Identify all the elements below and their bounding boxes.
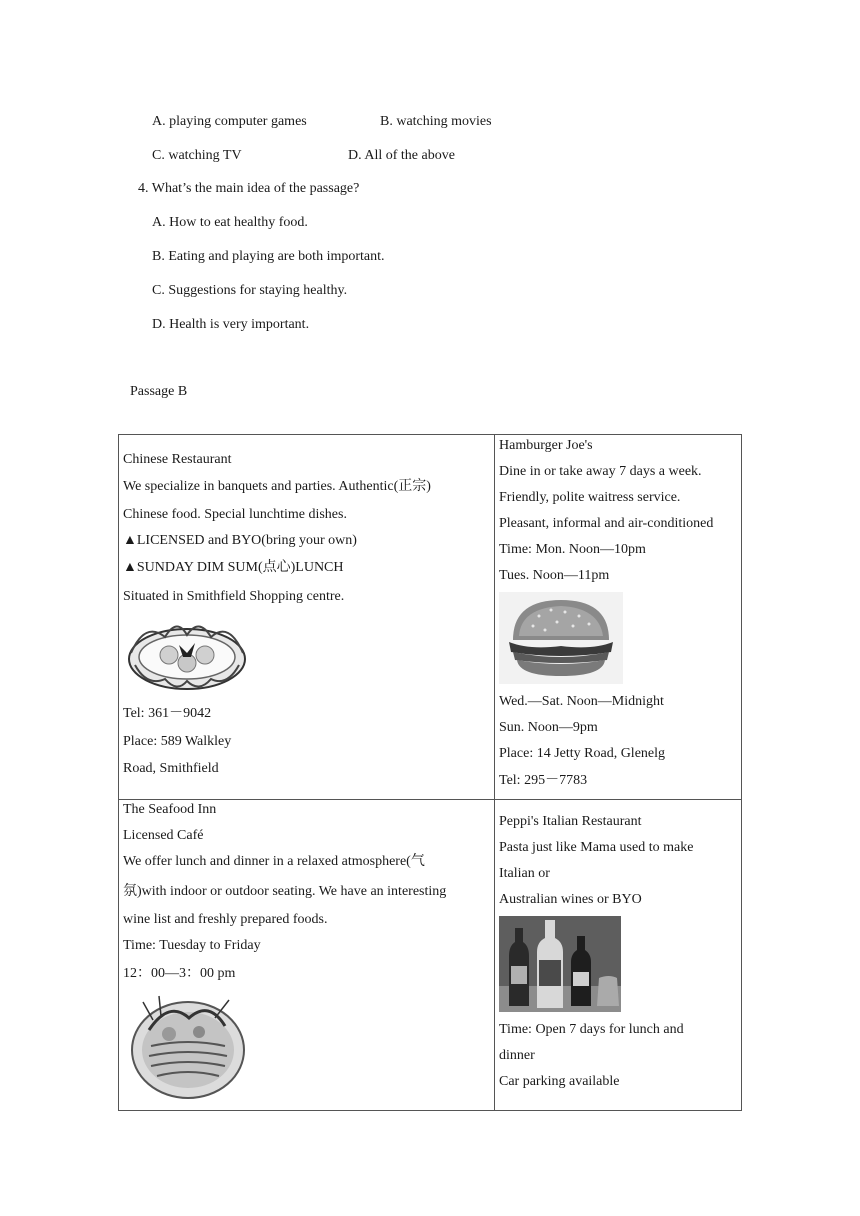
- hamburger-image: [499, 592, 623, 684]
- ads-table: [118, 434, 742, 1111]
- ad-text: Car parking available: [499, 1074, 620, 1089]
- q4-option: B. Eating and playing are both important.: [152, 249, 385, 264]
- ad-chinese-restaurant: [119, 435, 495, 800]
- ad-text: Place: 14 Jetty Road, Glenelg: [499, 746, 666, 761]
- ad-text: Tel: 295－7783: [499, 773, 588, 788]
- ad-text: Time: Mon. Noon—10pm: [499, 542, 646, 557]
- q3-option-a: A. playing computer games: [152, 114, 307, 129]
- q4-option: C. Suggestions for staying healthy.: [152, 283, 348, 298]
- ad-text: Sun. Noon—9pm: [499, 720, 598, 735]
- ad-text: Australian wines or BYO: [499, 892, 642, 907]
- ad-text: Tel: 361－9042: [123, 706, 212, 721]
- ad-hamburger-joes: [495, 435, 742, 800]
- ad-text: Time: Open 7 days for lunch and: [499, 1022, 684, 1037]
- ad-text: 氛)with indoor or outdoor seating. We have an interesting: [123, 884, 447, 899]
- ad-title: Chinese Restaurant: [123, 452, 232, 467]
- ad-text: Situated in Smithfield Shopping centre.: [123, 589, 345, 604]
- q4-option: D. Health is very important.: [152, 317, 310, 332]
- ad-text: Dine in or take away 7 days a week.: [499, 464, 702, 479]
- ad-text: dinner: [499, 1048, 535, 1063]
- ad-text: Pasta just like Mama used to make: [499, 840, 694, 855]
- q3-option-b: B. watching movies: [380, 114, 492, 129]
- ad-text: Pleasant, informal and air-conditioned: [499, 516, 714, 531]
- ad-text: Chinese food. Special lunchtime dishes.: [123, 507, 347, 522]
- dim-sum-basket-image: [125, 613, 249, 695]
- q3-option-c: C. watching TV: [152, 148, 242, 163]
- q3-option-d: D. All of the above: [348, 148, 455, 163]
- ad-seafood-inn: [119, 800, 495, 1111]
- ad-title: The Seafood Inn: [123, 802, 217, 817]
- ad-text: Road, Smithfield: [123, 761, 219, 776]
- ad-text: Wed.—Sat. Noon—Midnight: [499, 694, 664, 709]
- q4-stem: 4. What’s the main idea of the passage?: [138, 181, 360, 196]
- ad-text: Italian or: [499, 866, 550, 881]
- ad-peppis-italian-restaurant: [495, 800, 742, 1111]
- ad-text: We specialize in banquets and parties. Authentic(正宗): [123, 479, 431, 494]
- ad-text: ▲LICENSED and BYO(bring your own): [123, 533, 357, 548]
- ad-text: Tues. Noon—11pm: [499, 568, 610, 583]
- q4-option: A. How to eat healthy food.: [152, 215, 308, 230]
- seafood-platter-image: [129, 990, 247, 1102]
- ad-text: 12：00—3：00 pm: [123, 966, 236, 981]
- wine-bottles-image: [499, 916, 621, 1012]
- ad-text: ▲SUNDAY DIM SUM(点心)LUNCH: [123, 560, 344, 575]
- ad-text: wine list and freshly prepared foods.: [123, 912, 328, 927]
- ad-text: Friendly, polite waitress service.: [499, 490, 681, 505]
- ad-title: Peppi's Italian Restaurant: [499, 814, 642, 829]
- ad-text: We offer lunch and dinner in a relaxed atmosphere(气: [123, 854, 425, 869]
- ad-text: Licensed Café: [123, 828, 204, 843]
- ad-text: Time: Tuesday to Friday: [123, 938, 261, 953]
- ad-text: Place: 589 Walkley: [123, 734, 232, 749]
- passage-title: Passage B: [130, 384, 188, 399]
- ad-title: Hamburger Joe's: [499, 438, 593, 453]
